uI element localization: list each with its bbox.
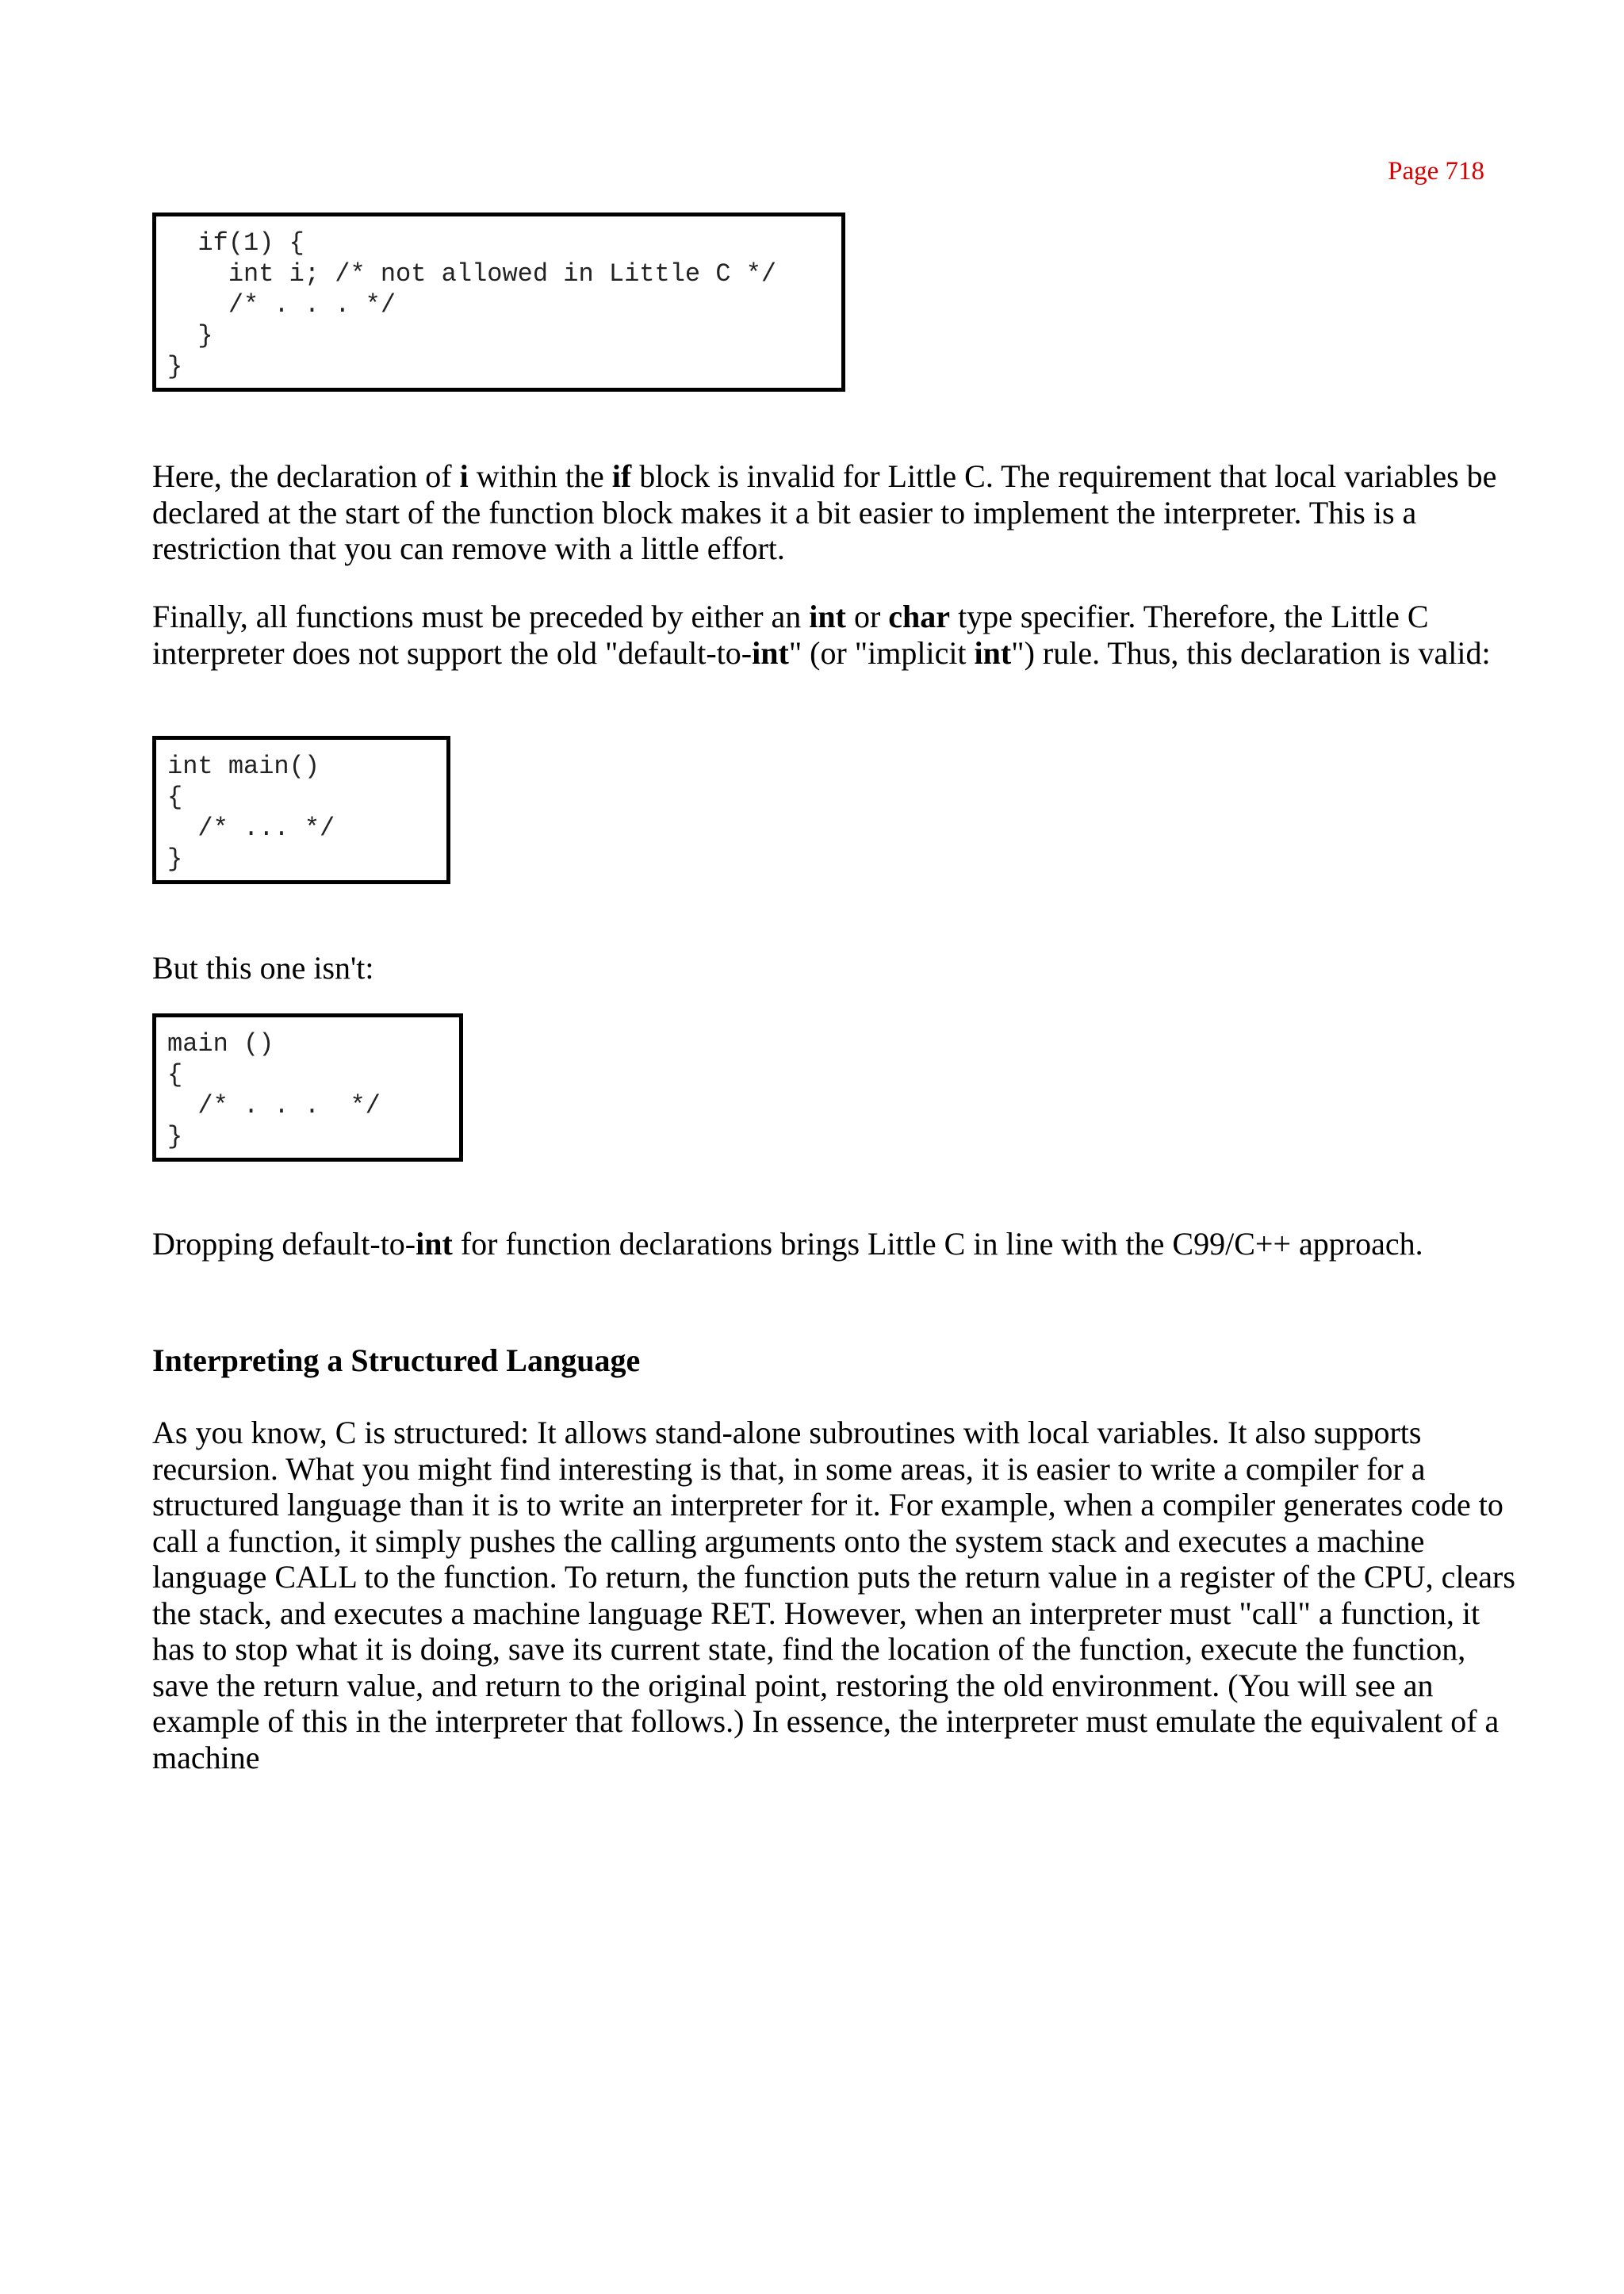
text-run: type specifier. Therefore, the Little C interpreter does not support the old "default-to-: [152, 599, 1429, 671]
bold-term: if: [611, 458, 632, 494]
text-run: or: [845, 599, 889, 634]
paragraph-structured-language: As you know, C is structured: It allows stand-alone subroutines with local variables. It also supports recursion. What you might find interesting is that, in some areas, it is easier to write a compiler for a structured language than it is to write an interpreter for it. For example, when a compiler generates code to call a function, it simply pushes the calling arguments onto the system stack and executes a machine language CALL to the function. To return, the function puts the return value in a register of the CPU, clears the stack, and executes a machine language RET. However, when an interpreter must "call" a function, it has to stop what it is doing, save its current state, find the location of the function, execute the function, save the return value, and return to the original point, restoring the old environment. (You will see an example of this in the interpreter that follows.) In essence, the interpreter must emulate the equivalent of a machine: [152, 1415, 1515, 1775]
text-run: Dropping default-to-: [152, 1226, 416, 1262]
code-text: main () { /* . . . */ }: [167, 1029, 381, 1151]
paragraph-local-declaration: [152, 458, 1516, 567]
code-block-valid-main: [152, 736, 450, 884]
section-heading: Interpreting a Structured Language: [152, 1342, 641, 1378]
code-text: int main() { /* ... */ }: [167, 752, 335, 874]
paragraph-invalid-intro: But this one isn't:: [152, 950, 374, 986]
text-run: within the: [468, 458, 612, 494]
code-block-if-example: [152, 213, 845, 392]
text-run: for function declarations brings Little C in line with the C99/C++ approach.: [452, 1226, 1423, 1262]
bold-term: int: [416, 1226, 453, 1262]
bold-term: i: [459, 458, 469, 494]
bold-term: int: [752, 634, 789, 671]
bold-term: int: [809, 599, 846, 634]
code-text: if(1) { int i; /* not allowed in Little C */ /* . . . */ } }: [167, 228, 777, 381]
text-run: Here, the declaration of: [152, 458, 460, 494]
bold-term: int: [974, 634, 1012, 671]
paragraph-type-specifier: [152, 599, 1516, 671]
code-block-invalid-main: [152, 1013, 463, 1162]
text-run: block is invalid for Little C. The requirement that local variables be declared at the start of the function block makes it a bit easier to implement the interpreter. This is a restriction that you can remove with a little effort.: [152, 458, 1497, 566]
paragraph-c99-approach: [152, 1226, 1516, 1262]
text-run: " (or "implicit: [788, 634, 975, 671]
page-number: Page 718: [1388, 157, 1484, 186]
text-run: Finally, all functions must be preceded by either an: [152, 599, 810, 634]
text-run: ") rule. Thus, this declaration is valid:: [1011, 634, 1491, 671]
bold-term: char: [888, 599, 951, 634]
